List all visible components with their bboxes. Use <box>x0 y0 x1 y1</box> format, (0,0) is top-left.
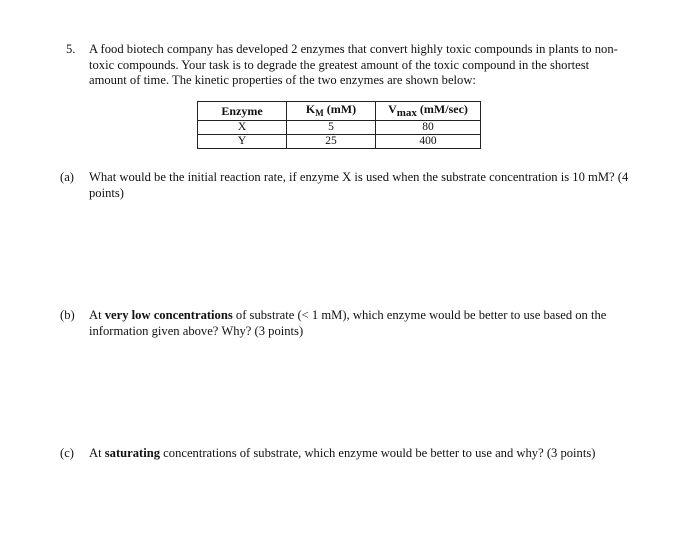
part-c-pre: At <box>89 446 105 460</box>
cell-vmax: 80 <box>376 121 481 135</box>
header-km <box>287 102 376 121</box>
part-c-label: (c) <box>60 446 74 460</box>
header-vmax-symbol: V <box>388 101 397 116</box>
header-km-subscript: M <box>315 107 324 118</box>
cell-enzyme: X <box>198 121 287 135</box>
part-b-label: (b) <box>60 308 75 322</box>
table-header-row <box>198 102 481 121</box>
question-stem: A food biotech company has developed 2 enzymes that convert highly toxic compounds in plants to non-toxic compounds. Your task is to degrade the greatest amount of the toxic compound in the shortest amount of time. The kinetic properties of the two enzymes are shown below: <box>89 42 618 87</box>
header-km-unit: (mM) <box>323 101 357 116</box>
part-a-text: What would be the initial reaction rate, if enzyme X is used when the substrate concentration is 10 mM? (4 points) <box>89 170 629 200</box>
cell-vmax: 400 <box>376 135 481 149</box>
table-row <box>198 135 481 149</box>
header-vmax-subscript: max <box>396 106 417 119</box>
table-row <box>198 121 481 135</box>
cell-enzyme: Y <box>198 135 287 149</box>
part-b-bold: very low concentrations <box>104 308 233 322</box>
part-b-pre: At <box>89 308 105 322</box>
part-b-post: of substrate (< 1 mM), which enzyme would be better to use based on the information given above? Why? (3 points) <box>89 308 607 338</box>
cell-km: 25 <box>287 135 376 149</box>
header-enzyme: Enzyme <box>198 102 287 121</box>
header-vmax <box>376 102 481 121</box>
part-c-bold: saturating <box>104 446 161 460</box>
kinetics-table <box>197 101 481 149</box>
part-a-label: (a) <box>60 170 74 184</box>
part-b-text <box>89 308 629 339</box>
cell-km: 5 <box>287 121 376 135</box>
header-km-symbol: K <box>305 101 316 116</box>
part-c-text <box>89 446 629 462</box>
part-c-post: concentrations of substrate, which enzyme would be better to use and why? (3 points) <box>160 446 596 460</box>
header-vmax-unit: (mM/sec) <box>416 101 468 116</box>
question-number: 5. <box>66 42 76 56</box>
